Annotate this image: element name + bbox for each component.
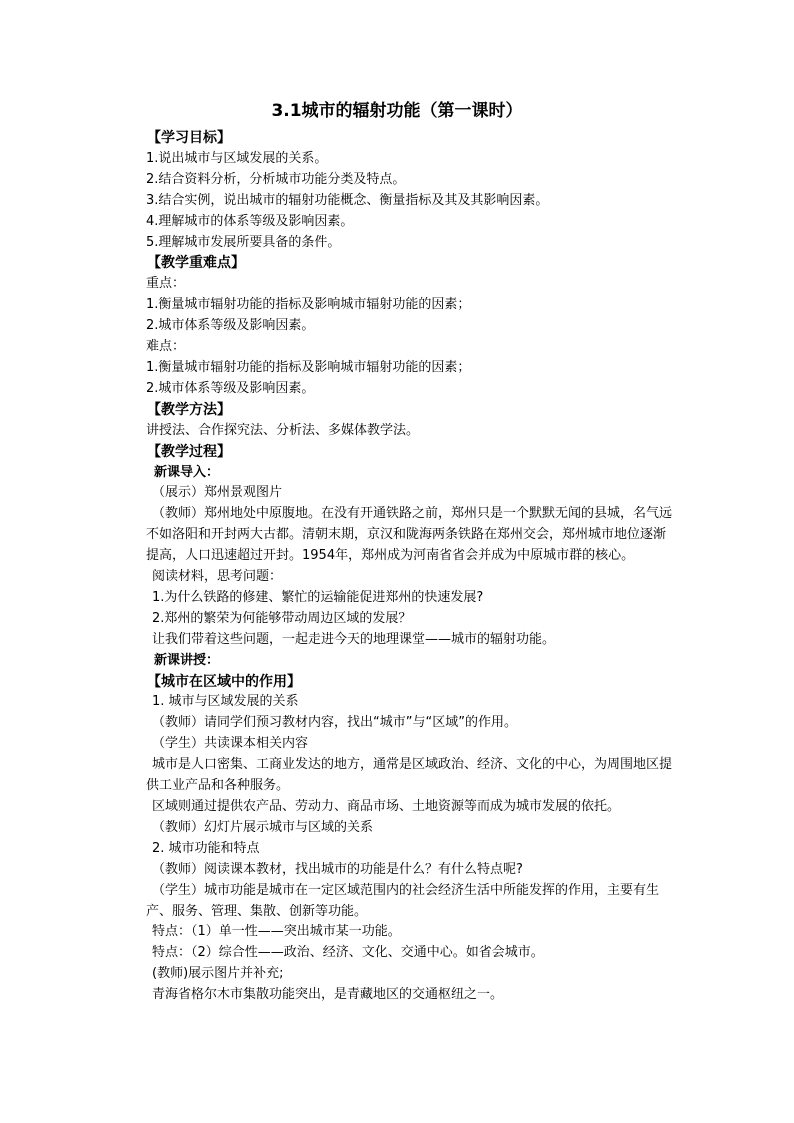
document-body bbox=[146, 128, 678, 1006]
goal-item: 4.理解城市的体系等级及影响因素。 bbox=[146, 213, 354, 229]
part1-slides: （教师）幻灯片展示城市与区域的关系 bbox=[152, 819, 374, 835]
lecture-label: 新课讲授： bbox=[154, 652, 220, 668]
part2-show: (教师)展示图片并补充; bbox=[152, 966, 284, 982]
difficult-label: 难点： bbox=[146, 339, 186, 355]
part2-student-paragraph: （学生）城市功能是城市在一定区域范围内的社会经济生活中所能发挥的作用，主要有生产、服务、管理、集散、创新等功能。 bbox=[146, 882, 660, 919]
key-item: 2.城市体系等级及影响因素。 bbox=[146, 318, 315, 334]
goals-heading: 【学习目标】 bbox=[147, 130, 231, 146]
part1-title: 1. 城市与区域发展的关系 bbox=[152, 694, 299, 710]
part1-teacher: （教师）请同学们预习教材内容，找出“城市”与“区域”的作用。 bbox=[152, 715, 517, 731]
section-heading: 【城市在区域中的作用】 bbox=[147, 673, 301, 690]
part2-feature: 特点：（2）综合性——政治、经济、文化、交通中心。如省会城市。 bbox=[152, 945, 544, 961]
methods-heading: 【教学方法】 bbox=[147, 401, 231, 418]
goal-item: 3.结合实例，说出城市的辐射功能概念、衡量指标及其及其影响因素。 bbox=[146, 192, 549, 208]
part2-teacher: （教师）阅读课本教材，找出城市的功能是什么？有什么特点呢? bbox=[152, 861, 523, 877]
intro-label: 新课导入： bbox=[154, 464, 220, 480]
part2-feature: 特点：（1）单一性——突出城市某一功能。 bbox=[152, 924, 401, 940]
part2-title: 2. 城市功能和特点 bbox=[152, 840, 260, 856]
difficult-item: 2.城市体系等级及影响因素。 bbox=[146, 380, 315, 396]
difficult-item: 1.衡量城市辐射功能的指标及影响城市辐射功能的因素； bbox=[146, 359, 471, 375]
part1-region: 区域则通过提供农产品、劳动力、商品市场、土地资源等而成为城市发展的依托。 bbox=[152, 799, 621, 814]
page-title: 3.1城市的辐射功能（第一课时） bbox=[271, 101, 523, 121]
intro-teacher-paragraph: （教师）郑州地处中原腹地。在没有开通铁路之前，郑州只是一个默默无闻的县城，名气远不如洛阳和开封两大古都。清朝末期，京汉和陇海两条铁路在郑州交会，郑州城市地位逐渐提高，人口迅速超过开封。1954年，郑州成为河南省省会并成为中原城市群的核心。 bbox=[146, 506, 673, 564]
intro-show: （展示）郑州景观图片 bbox=[152, 485, 283, 501]
intro-question: 1.为什么铁路的修建、繁忙的运输能促进郑州的快速发展? bbox=[152, 589, 484, 605]
part2-example: 青海省格尔木市集散功能突出，是青藏地区的交通枢纽之一。 bbox=[152, 987, 504, 1003]
part1-student: （学生）共读课本相关内容 bbox=[152, 736, 309, 752]
keypoints-heading: 【教学重难点】 bbox=[147, 255, 245, 272]
key-item: 1.衡量城市辐射功能的指标及影响城市辐射功能的因素； bbox=[146, 297, 471, 313]
process-heading: 【教学过程】 bbox=[147, 443, 231, 460]
intro-lead: 让我们带着这些问题，一起走进今天的地理课堂——城市的辐射功能。 bbox=[152, 631, 556, 647]
part1-city-paragraph: 城市是人口密集、工商业发达的地方，通常是区域政治、经济、文化的中心，为周围地区提供工业产品和各种服务。 bbox=[146, 757, 673, 794]
goal-item: 1.说出城市与区域发展的关系。 bbox=[146, 150, 328, 166]
methods-text: 讲授法、合作探究法、分析法、多媒体教学法。 bbox=[146, 422, 420, 438]
goal-item: 5.理解城市发展所要具备的条件。 bbox=[146, 234, 341, 250]
key-label: 重点： bbox=[146, 276, 186, 292]
goal-item: 2.结合资料分析，分析城市功能分类及特点。 bbox=[146, 171, 406, 187]
intro-question: 2.郑州的繁荣为何能够带动周边区域的发展？ bbox=[152, 610, 412, 626]
intro-read: 阅读材料，思考问题： bbox=[152, 569, 283, 585]
